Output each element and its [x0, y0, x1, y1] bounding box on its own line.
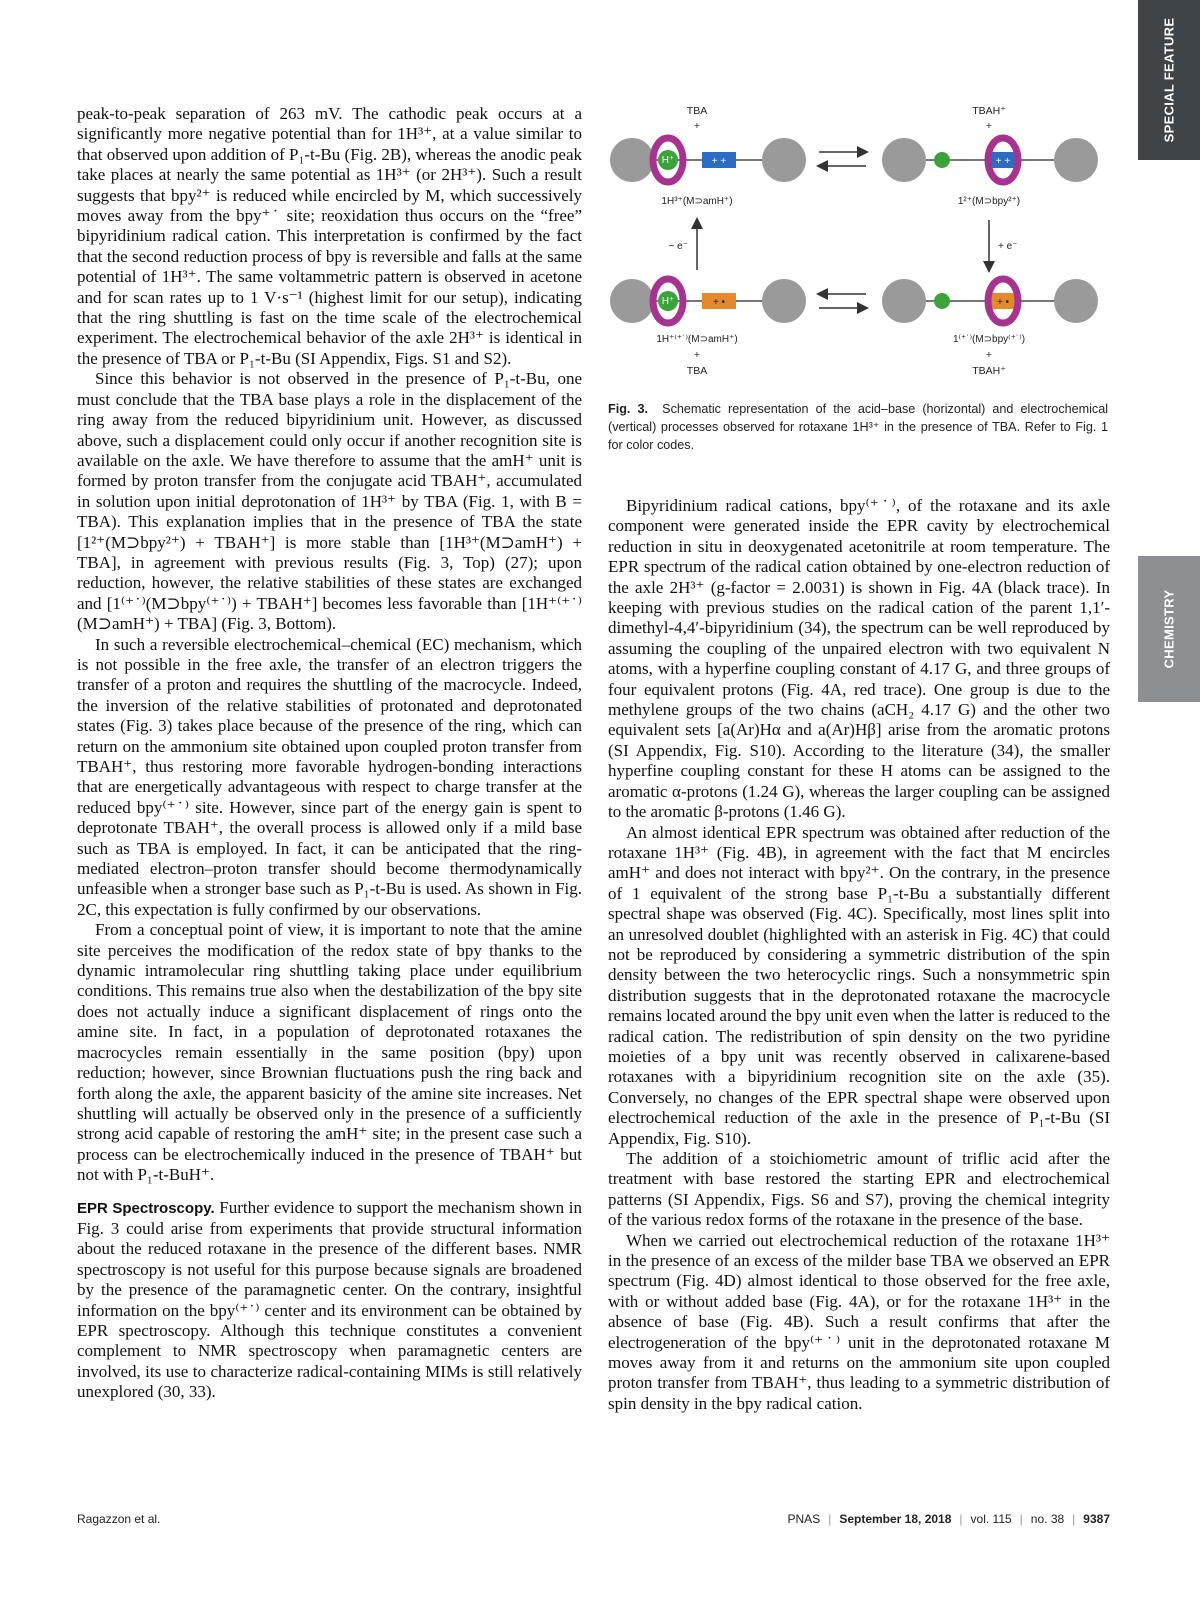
paragraph: When we carried out electrochemical reduction of the rotaxane 1H³⁺ in the presence of an excess of the milder base TBA we observed an EPR spectrum (Fig. 4D) almost identical to those observed for the free axle, with or without added base (Fig. 4A), or for the rotaxane 1H³⁺ in the absence of base (Fig. 4B). Such a result confirms that after the electrogeneration of the bpy⁽⁺˙⁾ unit in the deprotonated rotaxane M moves away from it and returns on the ammonium site upon coupled proton transfer from TBAH⁺, thus leading to a symmetric distribution of spin density in the bpy radical cation.: [608, 1230, 1110, 1413]
paragraph-epr: [77, 1198, 582, 1403]
paragraph: An almost identical EPR spectrum was obtained after reduction of the rotaxane 1H³⁺ (Fig. 4B), in agreement with the fact that M encircles amH⁺ and does not interact with bpy²⁺. On the contrary, in the presence of 1 equivalent of the strong base P₁-t-Bu a substantially different spectral shape was observed (Fig. 4C). Specifically, most lines split into an unresolved doublet (highlighted with an asterisk in Fig. 4C) that could not be reproduced by considering a symmetric distribution of the spin density between the two heterocyclic rings. Such a nonsymmetric spin distribution suggests that in the deprotonated rotaxane the macrocycle remains located around the bpy unit even when the latter is reduced to the radical cation. The redistribution of spin density on the two pyridine moieties of a bpy unit was recently observed in calixarene-based rotaxanes with a bipyridinium recognition site on the axle (35). Conversely, no changes of the EPR spectral shape were observed upon electrochemical reduction of the axle in the presence of P₁-t-Bu (SI Appendix, Fig. S10).: [608, 822, 1110, 1148]
stopper: [882, 279, 926, 323]
arrow-label: − e⁻: [668, 241, 688, 252]
stopper: [762, 279, 806, 323]
caption-label: Fig. 3.: [608, 402, 648, 416]
amh-site: [934, 293, 950, 309]
base-label: TBA: [686, 365, 708, 377]
section-tab-label: CHEMISTRY: [1161, 589, 1177, 669]
plus-sign: +: [693, 349, 701, 361]
footer-citation: [788, 1512, 1110, 1526]
issue-number: no. 38: [1030, 1512, 1065, 1526]
paragraph: peak-to-peak separation of 263 mV. The cathodic peak occurs at a significantly more negative potential than for 1H³⁺, at a value similar to that observed upon addition of P₁-t-Bu (Fig. 2B), whereas the anodic peak take places at nearly the same potential as 1H³⁺ (or 2H³⁺). Such a result suggests that bpy²⁺ is reduced while encircled by M, which successively moves away from the bpy⁺˙ site; reoxidation thus occurs on the “free” bipyridinium radical cation. This interpretation is confirmed by the fact that the second reduction process of bpy is reversible and falls at the same potential of 1H³⁺. The same voltammetric pattern is observed in acetone and for scan rates up to 1 V·s⁻¹ (highest limit for our setup), indicating that the ring shuttling is fast on the time scale of the electrochemical experiment. The electrochemical behavior of the axle 2H³⁺ is identical in the presence of TBA or P₁-t-Bu (SI Appendix, Figs. S1 and S2).: [77, 104, 582, 368]
stopper: [610, 138, 654, 182]
figure-3-svg: [604, 100, 1104, 400]
base-label: TBA: [686, 105, 708, 117]
separator: |: [959, 1512, 963, 1526]
bpy-charge: + •: [712, 297, 726, 308]
state-label: 1H⁺⁽⁺˙⁾(M⊃amH⁺): [656, 334, 738, 345]
figure-3-scheme: [604, 100, 1104, 400]
volume: vol. 115: [970, 1512, 1012, 1526]
state-label: 1⁽⁺˙⁾(M⊃bpy⁽⁺˙⁾): [952, 334, 1026, 345]
section-heading: EPR Spectroscopy.: [77, 1199, 215, 1217]
stopper: [882, 138, 926, 182]
h-plus-label: H⁺: [661, 296, 675, 307]
paragraph: Since this behavior is not observed in the presence of P₁-t-Bu, one must conclude that the TBA base plays a role in the displacement of the ring away from the reduced bipyridinium unit. However, as discussed above, such a displacement could only occur if another recognition site is available on the axle. We have therefore to assume that the amH⁺ unit is formed by proton transfer from the conjugate acid TBAH⁺, accumulated in solution upon initial deprotonation of 1H³⁺ by TBA (Fig. 1, with B = TBA). This explanation implies that in the presence of TBA the state [1²⁺(M⊃bpy²⁺) + TBAH⁺] is more stable than [1H³⁺(M⊃amH⁺) + TBA], in agreement with previous results (Fig. 3, Top) (27); upon reduction, however, the relative stabilities of these states are exchanged and [1⁽⁺˙⁾(M⊃bpy⁽⁺˙⁾) + TBAH⁺] becomes less favorable than [1H⁺⁽⁺˙⁾(M⊃amH⁺) + TBA] (Fig. 3, Bottom).: [77, 369, 582, 634]
stopper: [1054, 138, 1098, 182]
journal-name: PNAS: [787, 1512, 821, 1526]
page-number: 9387: [1083, 1512, 1110, 1526]
section-tab-chemistry: [1138, 556, 1200, 702]
rotaxane-bottom-right: [882, 279, 1098, 377]
h-plus-label: H⁺: [661, 155, 675, 166]
left-column: [77, 104, 582, 1403]
base-label: TBAH⁺: [972, 365, 1006, 377]
rotaxane-top-right: [882, 105, 1098, 207]
paragraph: The addition of a stoichiometric amount of triflic acid after the treatment with base restored the starting EPR and electrochemical patterns (SI Appendix, Figs. S6 and S7), proving the chemical integrity of the various redox forms of the rotaxane in the presence of the base.: [608, 1149, 1110, 1230]
paragraph: From a conceptual point of view, it is important to note that the amine site perceives the modification of the redox state of bpy thanks to the dynamic intramolecular ring shuttling taking place under equilibrium conditions. This remains true also when the destabilization of the bpy site does not actually induce a significant displacement of rings onto the amine site. In fact, in a population of deprotonated rotaxanes the macrocycles remain essentially in the same position (bpy) upon reduction; however, since Brownian fluctuations push the ring back and forth along the axle, the apparent basicity of the amine site increases. Net shuttling will actually be observed only in the presence of a sufficiently strong acid capable of restoring the amH⁺ site; in the present case such a process can be electrochemically induced in the presence of TBAH⁺ but not with P₁-t-BuH⁺.: [77, 920, 582, 1185]
paragraph-text: Further evidence to support the mechanism shown in Fig. 3 could arise from experiments that provide structural information about the reduced rotaxane in the presence of the different bases. NMR spectroscopy is not useful for this purpose because signals are broadened by the presence of the paramagnetic center. On the contrary, insightful information on the bpy⁽⁺˙⁾ center and its environment can be obtained by EPR spectroscopy. Although this technique constitutes a convenient complement to NMR spectroscopy when paramagnetic centers are involved, its use to characterize radical-containing MIMs is still relatively unexplored (30, 33).: [77, 1197, 583, 1402]
section-tab-special-feature: [1138, 0, 1200, 160]
rotaxane-top-left: [610, 105, 806, 207]
arrow-label: + e⁻: [998, 241, 1018, 252]
amh-site: [934, 152, 950, 168]
state-label: 1²⁺(M⊃bpy²⁺): [957, 196, 1021, 207]
bpy-charge: + +: [711, 156, 727, 167]
bpy-charge: + •: [996, 297, 1010, 308]
stopper: [762, 138, 806, 182]
separator: |: [828, 1512, 832, 1526]
issue-date: September 18, 2018: [839, 1512, 952, 1526]
base-label: TBAH⁺: [972, 105, 1006, 117]
state-label: 1H³⁺(M⊃amH⁺): [661, 196, 733, 207]
plus-sign: +: [985, 349, 993, 361]
paragraph: In such a reversible electrochemical–chemical (EC) mechanism, which is not possible in the free axle, the transfer of an electron triggers the transfer of a proton and requires the shuttling of the macrocycle. Indeed, the inversion of the relative stabilities of protonated and deprotonated states (Fig. 3) takes place because of the presence of the ring, which can return on the ammonium site obtained upon coupled proton transfer from TBAH⁺, thus restoring more favorable hydrogen-bonding interactions that are energetically advantageous with respect to charge transfer at the reduced bpy⁽⁺˙⁾ site. However, since part of the energy gain is spent to deprotonate TBAH⁺, the overall process is allowed only if a mild base such as TBA is employed. In fact, it can be anticipated that the ring-mediated electron–proton transfer should become thermodynamically unfeasible when a stronger base such as P₁-t-Bu is used. As shown in Fig. 2C, this expectation is fully confirmed by our observations.: [77, 634, 582, 919]
caption-text: Schematic representation of the acid–base (horizontal) and electrochemical (vertical) processes observed for rotaxane 1H³⁺ in the presence of TBA. Refer to Fig. 1 for color codes.: [608, 402, 1109, 452]
bpy-charge: + +: [995, 156, 1011, 167]
stopper: [610, 279, 654, 323]
separator: |: [1072, 1512, 1076, 1526]
section-tab-label: SPECIAL FEATURE: [1161, 17, 1177, 143]
stopper: [1054, 279, 1098, 323]
paragraph: Bipyridinium radical cations, bpy⁽⁺˙⁾, of the rotaxane and its axle component were generated inside the EPR cavity by electrochemical reduction in situ in deoxygenated acetonitrile at room temperature. The EPR spectrum of the radical cation obtained by one-electron reduction of the axle 2H³⁺ (g-factor = 2.0031) is shown in Fig. 4A (black trace). In keeping with previous studies on the radical cation of the parent 1,1′-dimethyl-4,4′-bipyridinium (34), the spectrum can be well reproduced by assuming the coupling of the unpaired electron with two equivalent N atoms, with a hyperfine coupling constant of 4.17 G, and three groups of four equivalent protons (Fig. 4A, red trace). One group is due to the methylene groups of the two chains (aCH₂ 4.17 G) and the other two equivalent sets [a(Ar)Hα and a(Ar)Hβ] arise from the aromatic protons (SI Appendix, Fig. S10). According to the literature (34), the smaller hyperfine coupling constant for these H atoms can be assigned to the aromatic α-protons (1.24 G), whereas the larger coupling can be assigned to the aromatic β-protons (1.46 G).: [608, 496, 1110, 822]
footer-authors: Ragazzon et al.: [77, 1512, 161, 1526]
separator: |: [1019, 1512, 1023, 1526]
rotaxane-bottom-left: [610, 279, 806, 377]
right-column: [608, 496, 1110, 1414]
figure-caption: [608, 400, 1108, 454]
plus-sign: +: [985, 120, 993, 132]
plus-sign: +: [693, 120, 701, 132]
